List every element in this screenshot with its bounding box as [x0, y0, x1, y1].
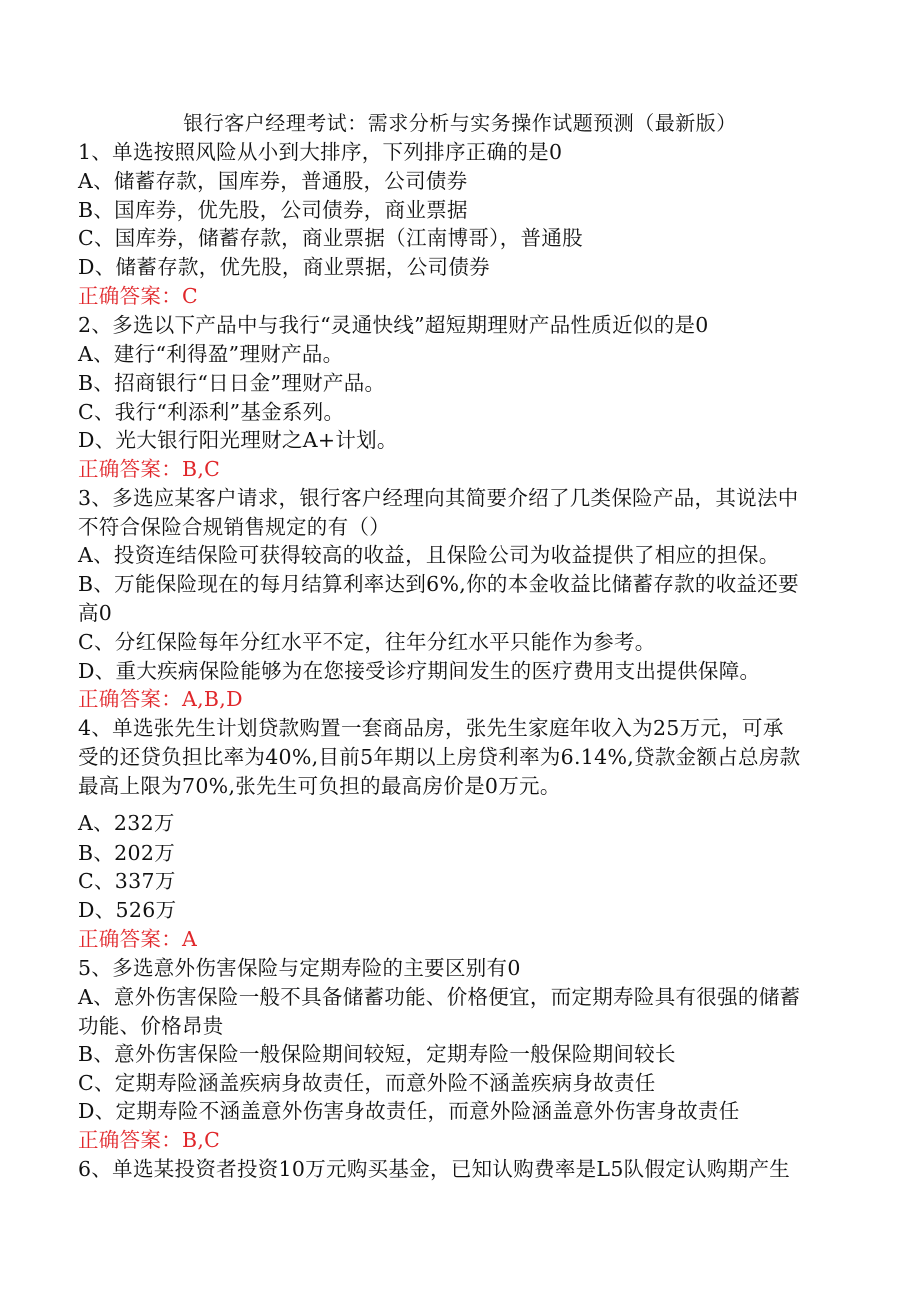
option-text: A、储蓄存款，国库券，普通股，公司债券 — [78, 169, 468, 193]
option-text: 功能、价格昂贵 — [78, 1014, 224, 1038]
option-text: C、国库券，储蓄存款，商业票据（江南博哥），普通股 — [78, 226, 583, 250]
option-text: 高0 — [78, 601, 113, 625]
question-text: 不符合保险合规销售规定的有（） — [78, 515, 390, 539]
answer-text: 正确答案：C — [78, 284, 198, 308]
answer-text: 正确答案：B,C — [78, 457, 221, 481]
question-text: 受的还贷负担比率为40%,目前5年期以上房贷利率为6.14%,贷款金额占总房款 — [78, 745, 801, 769]
option-text: C、我行“利添利”基金系列。 — [78, 400, 345, 424]
option-text: B、国库券，优先股，公司债券，商业票据 — [78, 198, 468, 222]
option-text: B、万能保险现在的每月结算利率达到6%,你的本金收益比储蓄存款的收益还要 — [78, 572, 799, 596]
option-text: C、定期寿险涵盖疾病身故责任，而意外险不涵盖疾病身故责任 — [78, 1071, 656, 1095]
answer-text: 正确答案：B,C — [78, 1128, 221, 1152]
option-text: A、投资连结保险可获得较高的收益，且保险公司为收益提供了相应的担保。 — [78, 543, 780, 567]
option-text: D、储蓄存款，优先股，商业票据，公司债券 — [78, 255, 490, 279]
question-text: 3、多选应某客户请求，银行客户经理向其简要介绍了几类保险产品，其说法中 — [78, 486, 799, 510]
answer-text: 正确答案：A — [78, 927, 198, 951]
option-text: B、意外伤害保险一般保险期间较短，定期寿险一般保险期间较长 — [78, 1042, 676, 1066]
option-text: B、202万 — [78, 841, 175, 865]
question-text: 6、单选某投资者投资10万元购买基金，已知认购费率是L5队假定认购期产生 — [78, 1157, 791, 1181]
option-text: C、337万 — [78, 869, 176, 893]
question-text: 2、多选以下产品中与我行“灵通快线”超短期理财产品性质近似的是0 — [78, 313, 709, 337]
option-text: A、意外伤害保险一般不具备储蓄功能、价格便宜，而定期寿险具有很强的储蓄 — [78, 985, 801, 1009]
question-text: 4、单选张先生计划贷款购置一套商品房，张先生家庭年收入为25万元，可承 — [78, 716, 784, 740]
question-text: 5、多选意外伤害保险与定期寿险的主要区别有0 — [78, 956, 521, 980]
question-text: 最高上限为70%,张先生可负担的最高房价是0万元。 — [78, 774, 561, 798]
answer-text: 正确答案：A,B,D — [78, 687, 243, 711]
option-text: D、光大银行阳光理财之A+计划。 — [78, 428, 398, 452]
option-text: D、定期寿险不涵盖意外伤害身故责任，而意外险涵盖意外伤害身故责任 — [78, 1099, 740, 1123]
option-text: A、232万 — [78, 811, 175, 835]
question-text: 1、单选按照风险从小到大排序，下列排序正确的是0 — [78, 140, 563, 164]
option-text: C、分红保险每年分红水平不定，往年分红水平只能作为参考。 — [78, 630, 656, 654]
option-text: D、重大疾病保险能够为在您接受诊疗期间发生的医疗费用支出提供保障。 — [78, 659, 761, 683]
option-text: B、招商银行“日日金”理财产品。 — [78, 371, 386, 395]
page-title: 银行客户经理考试：需求分析与实务操作试题预测（最新版） — [183, 111, 737, 135]
option-text: A、建行“利得盈”理财产品。 — [78, 342, 344, 366]
option-text: D、526万 — [78, 898, 177, 922]
